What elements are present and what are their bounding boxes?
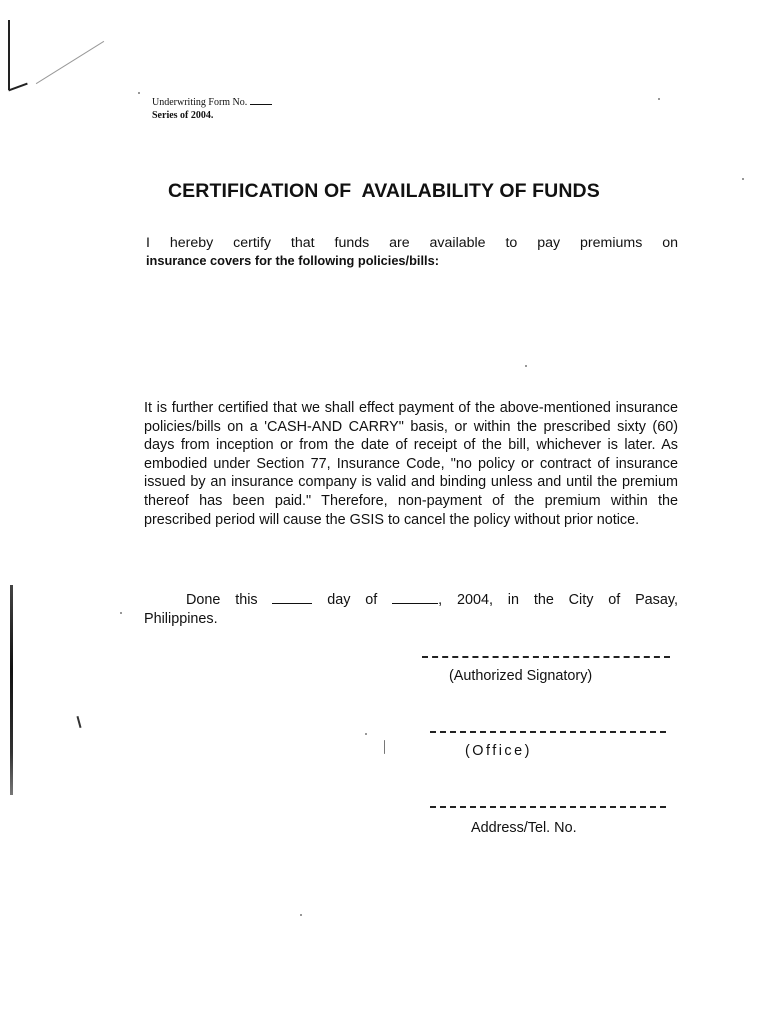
day-blank bbox=[272, 591, 312, 604]
month-blank bbox=[392, 591, 438, 604]
scan-corner-mark bbox=[8, 83, 27, 92]
done-suffix: , 2004, in the City of Pasay, bbox=[438, 592, 679, 608]
scan-diagonal-mark bbox=[36, 41, 104, 84]
document-title: CERTIFICATION OF AVAILABILITY OF FUNDS bbox=[168, 180, 600, 202]
done-prefix: Done this bbox=[186, 592, 258, 608]
office-label: (Office) bbox=[465, 743, 532, 759]
scan-streak-mark bbox=[10, 585, 13, 795]
scan-dot bbox=[742, 178, 744, 180]
done-clause-line-1 bbox=[144, 591, 678, 610]
scan-dot bbox=[300, 914, 302, 916]
scan-dot bbox=[384, 740, 385, 754]
scan-dot bbox=[138, 92, 140, 94]
certification-line-2: insurance covers for the following policies/bills: bbox=[146, 252, 439, 268]
scan-dot bbox=[658, 98, 660, 100]
form-number-text: Underwriting Form No. bbox=[152, 97, 248, 108]
scan-dot bbox=[525, 365, 527, 367]
scan-ink-mark bbox=[76, 716, 81, 728]
form-number-label bbox=[152, 96, 272, 109]
scan-edge-mark bbox=[8, 20, 10, 90]
payment-terms-paragraph: It is further certified that we shall effect payment of the above-mentioned insurance policies/bills on a 'CASH-AND CARRY" basis, or within the prescribed sixty (60) days from inception or from the date of receipt of the bill, whichever is later. As embodied under Section 77, Insurance Code, "no policy or contract of insurance issued by an insurance company is valid and binding unless and until the premium thereof has been paid." Therefore, non-payment of the premium within the prescribed period will cause the GSIS to cancel the policy without prior notice. bbox=[144, 400, 678, 528]
certification-paragraph bbox=[146, 234, 678, 269]
done-clause-line-2: Philippines. bbox=[144, 610, 218, 627]
done-clause bbox=[144, 591, 678, 628]
address-line bbox=[430, 806, 666, 808]
signatory-line bbox=[422, 656, 670, 658]
certification-line-1: I hereby certify that funds are available to pay premiums on bbox=[146, 235, 678, 251]
form-number-blank bbox=[250, 104, 272, 105]
scan-dot bbox=[120, 612, 122, 614]
series-label: Series of 2004. bbox=[152, 110, 214, 121]
office-line bbox=[430, 731, 666, 733]
scan-dot bbox=[365, 733, 367, 735]
day-of-text: day of bbox=[327, 592, 378, 608]
authorized-signatory-label: (Authorized Signatory) bbox=[449, 668, 593, 684]
address-tel-label: Address/Tel. No. bbox=[471, 820, 577, 836]
